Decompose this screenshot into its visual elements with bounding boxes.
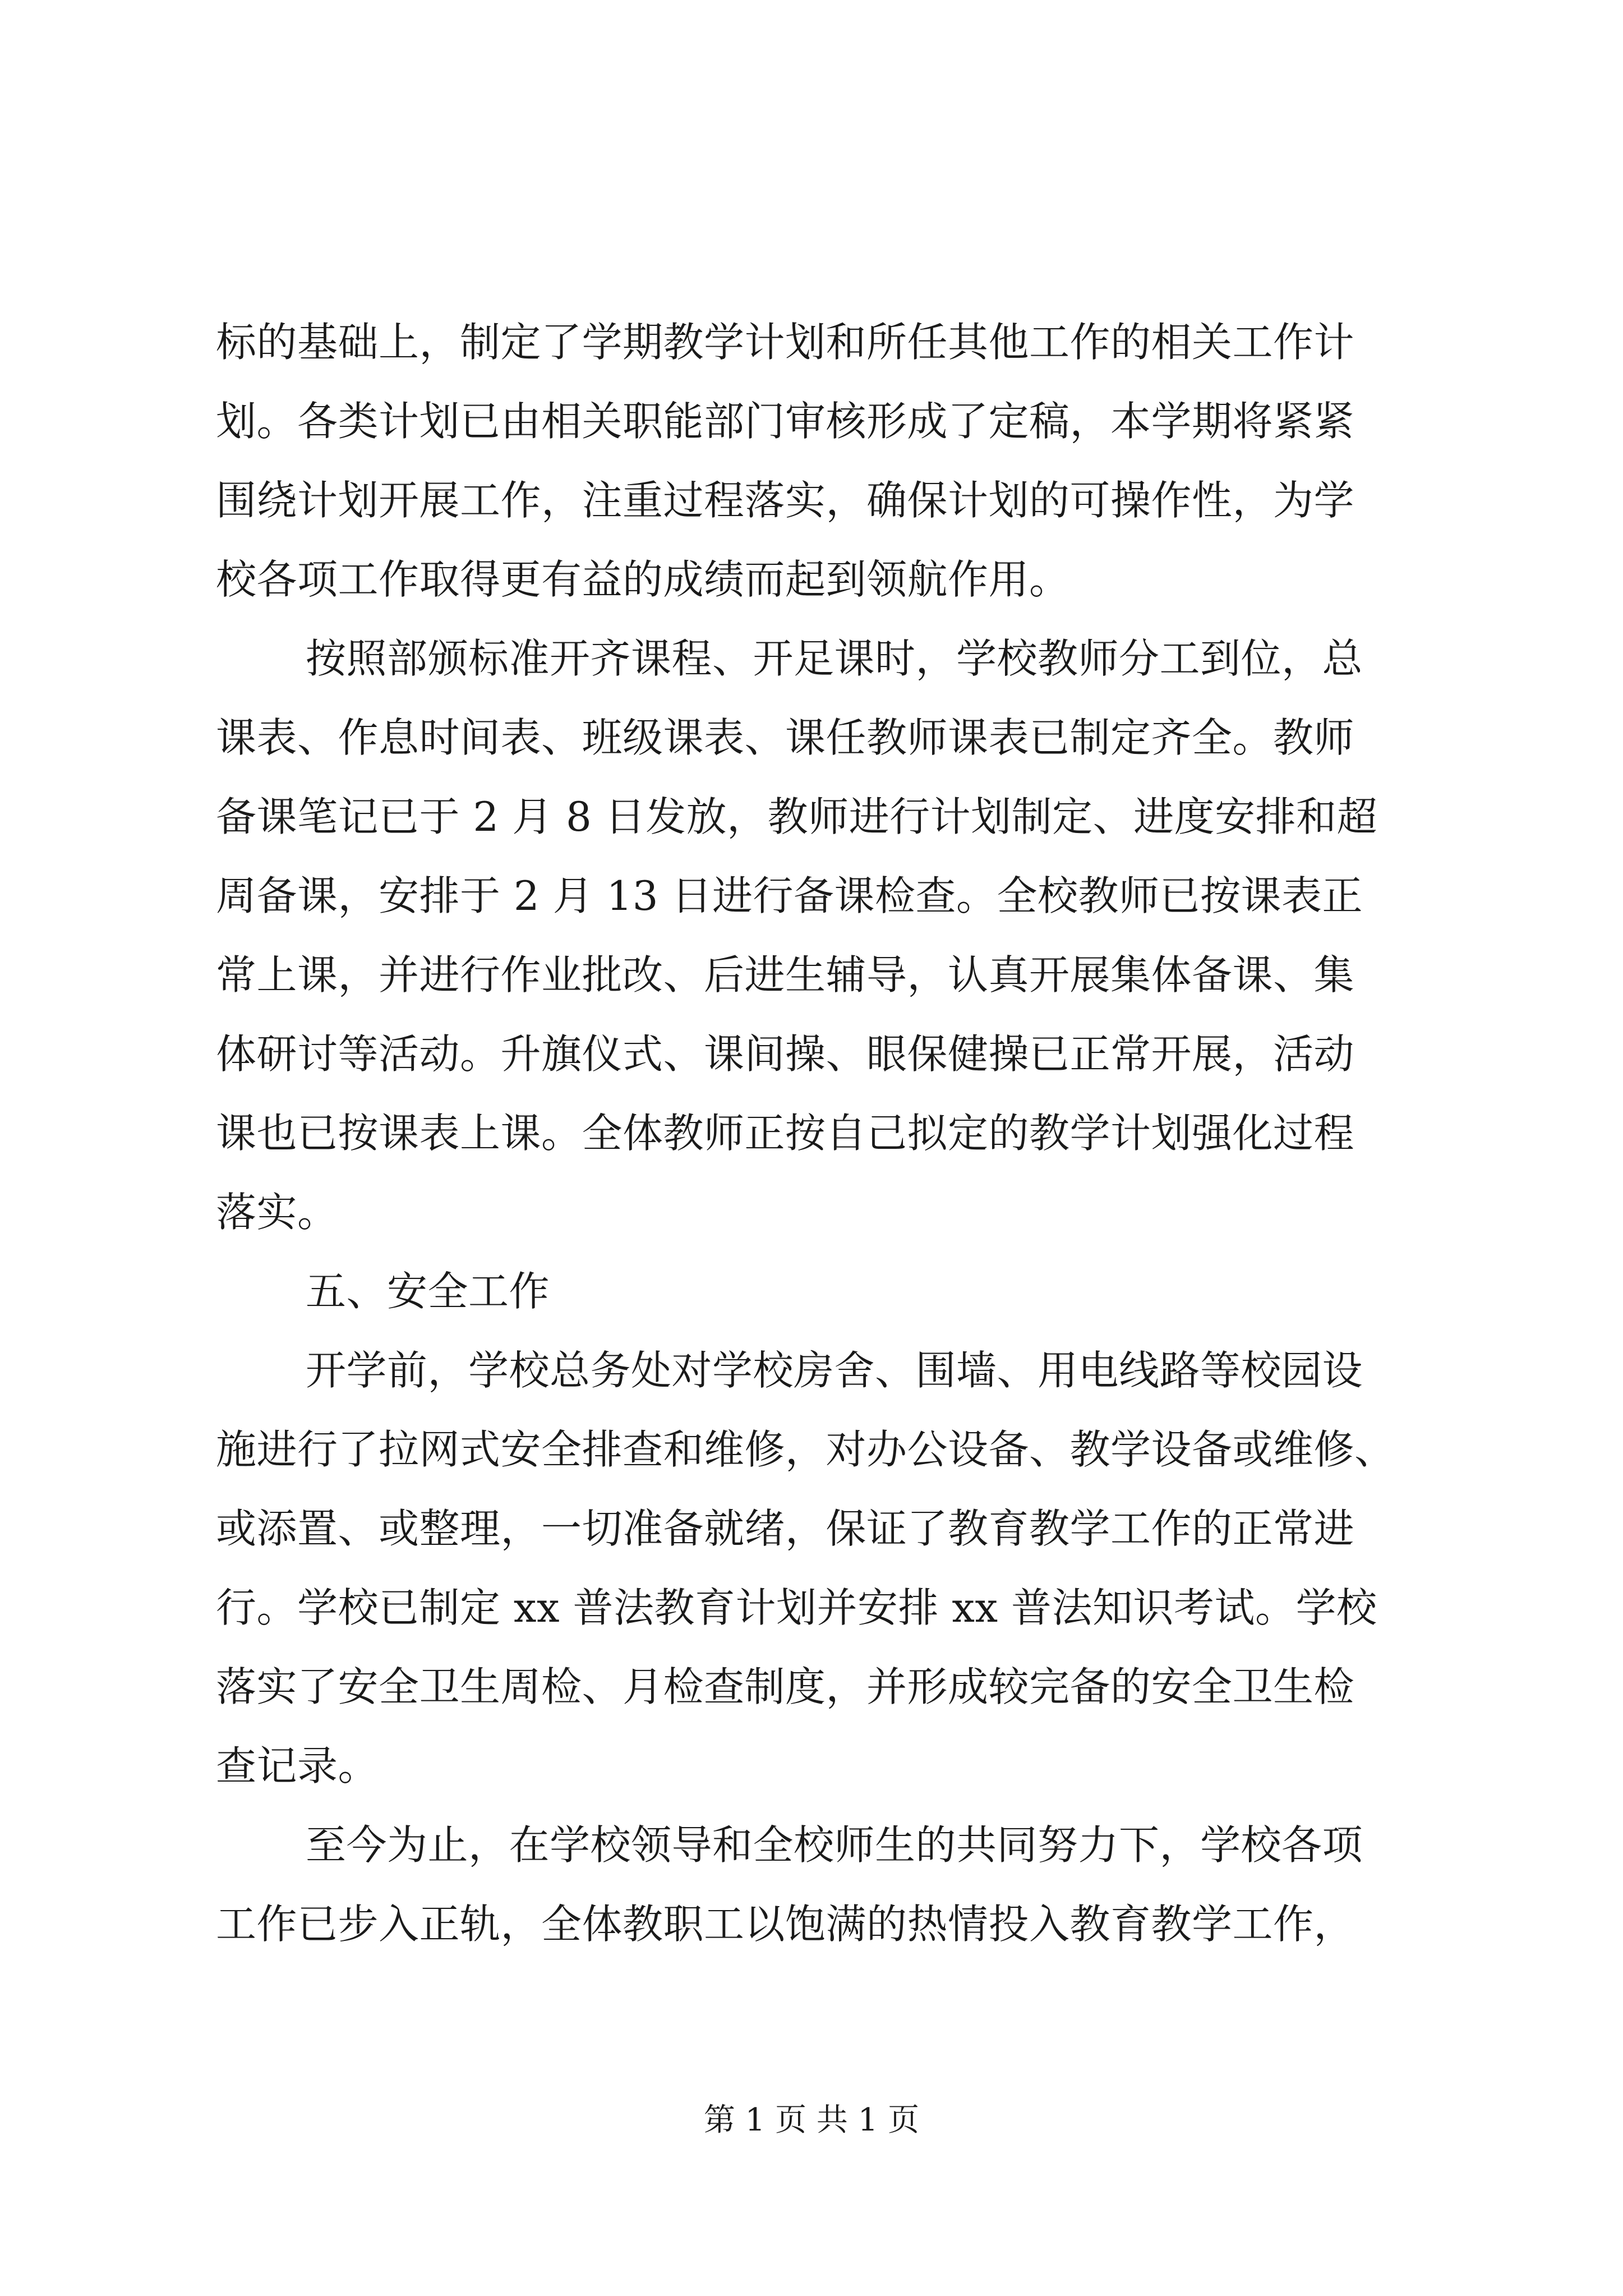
text-line: 开学前，学校总务处对学校房舍、围墙、用电线路等校园设	[306, 1347, 1363, 1394]
paragraph-safety	[216, 1331, 1422, 1806]
document-body	[216, 303, 1422, 1964]
page-footer: 第 1 页 共 1 页	[703, 2102, 920, 2138]
text-line: 校各项工作取得更有益的成绩而起到领航作用。	[216, 556, 1070, 603]
text-line: 围绕计划开展工作，注重过程落实，确保计划的可操作性，为学	[216, 477, 1355, 524]
text-line: 工作已步入正轨，全体教职工以饱满的热情投入教育教学工作，	[216, 1901, 1355, 1948]
text-line: 查记录。	[216, 1742, 379, 1789]
text-line: 五、安全工作	[306, 1268, 550, 1315]
text-line: 行。学校已制定 xx 普法教育计划并安排 xx 普法知识考试。学校	[216, 1584, 1377, 1631]
text-line: 或添置、或整理，一切准备就绪，保证了教育教学工作的正常进	[216, 1505, 1355, 1552]
text-line: 划。各类计划已由相关职能部门审核形成了定稿，本学期将紧紧	[216, 398, 1355, 445]
text-line: 课也已按课表上课。全体教师正按自己拟定的教学计划强化过程	[216, 1110, 1355, 1157]
paragraph-conclusion	[216, 1806, 1422, 1964]
text-line: 备课笔记已于 2 月 8 日发放，教师进行计划制定、进度安排和超	[216, 793, 1378, 840]
text-line: 周备课，安排于 2 月 13 日进行备课检查。全校教师已按课表正	[216, 872, 1363, 919]
section-heading-safety	[216, 1252, 1422, 1331]
text-line: 常上课，并进行作业批改、后进生辅导，认真开展集体备课、集	[216, 951, 1355, 999]
paragraph-continuation	[216, 303, 1422, 619]
text-line: 落实。	[216, 1189, 338, 1236]
text-line: 落实了安全卫生周检、月检查制度，并形成较完备的安全卫生检	[216, 1663, 1355, 1710]
text-line: 按照部颁标准开齐课程、开足课时，学校教师分工到位，总	[306, 635, 1363, 682]
text-line: 施进行了拉网式安全排查和维修，对办公设备、教学设备或维修、	[216, 1426, 1395, 1473]
text-line: 课表、作息时间表、班级课表、课任教师课表已制定齐全。教师	[216, 714, 1355, 761]
text-line: 至今为止，在学校领导和全校师生的共同努力下，学校各项	[306, 1821, 1363, 1869]
text-line: 标的基础上，制定了学期教学计划和所任其他工作的相关工作计	[216, 319, 1355, 366]
text-line: 体研讨等活动。升旗仪式、课间操、眼保健操已正常开展，活动	[216, 1030, 1355, 1078]
paragraph-curriculum	[216, 619, 1422, 1252]
